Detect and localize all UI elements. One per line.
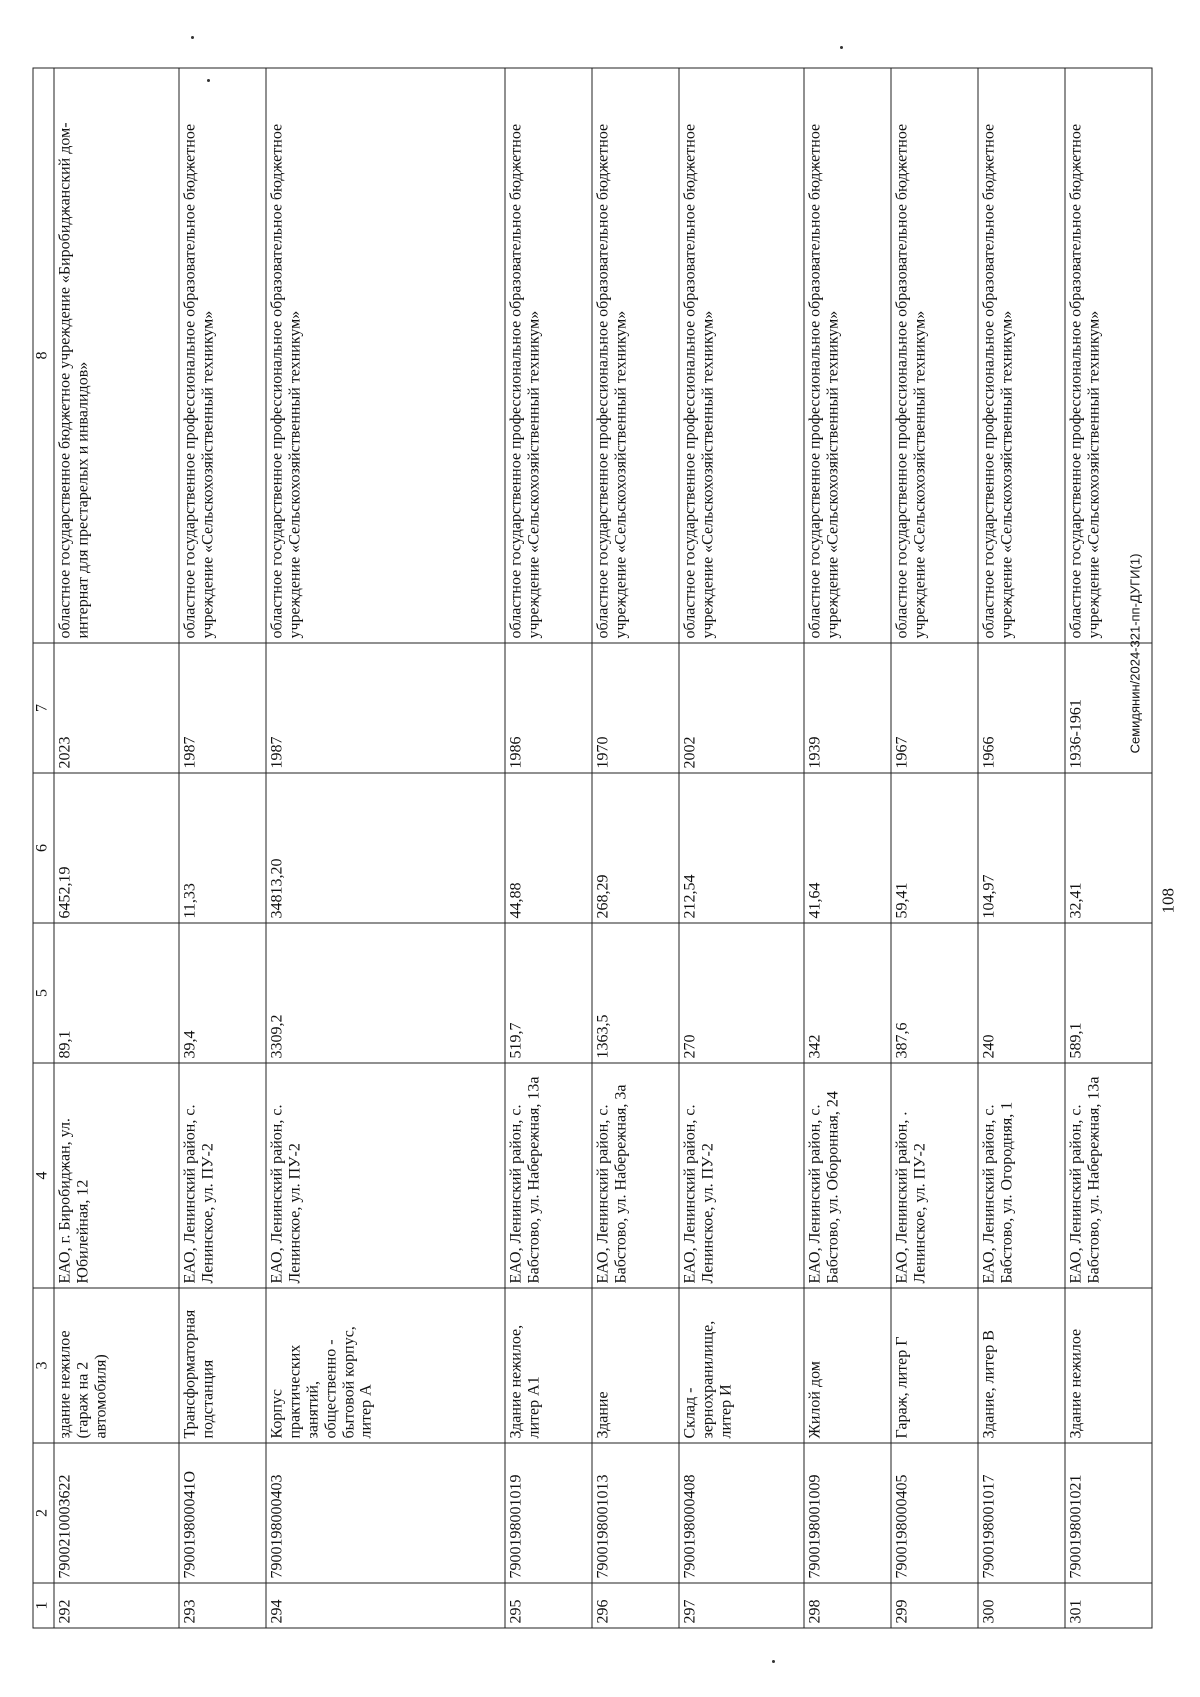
- footer-reference-box: [1127, 315, 1143, 995]
- cell-name: Жилой дом: [804, 1288, 891, 1443]
- cell-area: 342: [804, 923, 891, 1063]
- cell-year: 1966: [978, 643, 1065, 773]
- cell-name: Здание нежилое: [1065, 1288, 1152, 1443]
- col-header: 7: [33, 643, 54, 773]
- cell-holder: областное государственное профессиональное образовательное бюджетное учреждение «Сельскохозяйственный техникум»: [804, 68, 891, 643]
- cell-area: 240: [978, 923, 1065, 1063]
- cell-year: 1967: [891, 643, 978, 773]
- cell-cad: 790019800041О: [179, 1443, 266, 1583]
- scan-speck: [772, 1660, 775, 1663]
- cell-area: 3309,2: [266, 923, 505, 1063]
- footer-reference: Семидянин/2024-321-пп-ДУГИ(1): [1127, 553, 1143, 754]
- cell-holder: областное государственное бюджетное учреждение «Биробиджанский дом-интернат для престарелых и инвалидов»: [54, 68, 179, 643]
- property-register-table: [33, 68, 1153, 1629]
- cell-cad: 7900198000408: [679, 1443, 804, 1583]
- cell-holder: областное государственное профессиональное образовательное бюджетное учреждение «Сельскохозяйственный техникум»: [179, 68, 266, 643]
- scan-speck: [840, 46, 843, 49]
- cell-holder: областное государственное профессиональное образовательное бюджетное учреждение «Сельскохозяйственный техникум»: [592, 68, 679, 643]
- cell-name: Склад - зернохранилище, литер И: [679, 1288, 804, 1443]
- cell-holder: областное государственное профессиональное образовательное бюджетное учреждение «Сельскохозяйственный техникум»: [266, 68, 505, 643]
- cell-cost: 44,88: [505, 773, 592, 923]
- table-row: [179, 68, 266, 1628]
- cell-area: 270: [679, 923, 804, 1063]
- table-row: [679, 68, 804, 1628]
- scan-speck: [207, 79, 210, 82]
- col-header: 4: [33, 1063, 54, 1288]
- cell-address: ЕАО, Ленинский район, . Ленинское, ул. ПУ-2: [891, 1063, 978, 1288]
- table-row: [978, 68, 1065, 1628]
- cell-name: Здание: [592, 1288, 679, 1443]
- header-row: [33, 68, 54, 1628]
- cell-address: ЕАО, Ленинский район, с. Бабстово, ул. Набережная, 13а: [1065, 1063, 1152, 1288]
- cell-cad: 7900198000405: [891, 1443, 978, 1583]
- cell-cad: 7900198001013: [592, 1443, 679, 1583]
- cell-n: 296: [592, 1583, 679, 1628]
- cell-cost: 268,29: [592, 773, 679, 923]
- col-header: 8: [33, 68, 54, 643]
- cell-area: 519,7: [505, 923, 592, 1063]
- cell-n: 295: [505, 1583, 592, 1628]
- cell-area: 1363,5: [592, 923, 679, 1063]
- cell-name: Корпус практических занятий, общественно - бытовой корпус, литер А: [266, 1288, 505, 1443]
- scan-speck: [191, 36, 194, 39]
- cell-name: здание нежилое (гараж на 2 автомобиля): [54, 1288, 179, 1443]
- cell-area: 589,1: [1065, 923, 1152, 1063]
- cell-year: 1939: [804, 643, 891, 773]
- cell-cost: 41,64: [804, 773, 891, 923]
- cell-year: 2002: [679, 643, 804, 773]
- cell-address: ЕАО, Ленинский район, с. Бабстово, ул. Набережная, 3а: [592, 1063, 679, 1288]
- cell-n: 298: [804, 1583, 891, 1628]
- cell-area: 387,6: [891, 923, 978, 1063]
- cell-cost: 11,33: [179, 773, 266, 923]
- cell-name: Гараж, литер Г: [891, 1288, 978, 1443]
- cell-cad: 790021000З622: [54, 1443, 179, 1583]
- cell-holder: областное государственное профессиональное образовательное бюджетное учреждение «Сельскохозяйственный техникум»: [1065, 68, 1152, 643]
- cell-year: 1987: [179, 643, 266, 773]
- cell-cost: 59,41: [891, 773, 978, 923]
- cell-name: Здание нежилое, литер А1: [505, 1288, 592, 1443]
- cell-address: ЕАО, Ленинский район, с. Ленинское, ул. ПУ-2: [266, 1063, 505, 1288]
- cell-cost: 6452,19: [54, 773, 179, 923]
- cell-area: 39,4: [179, 923, 266, 1063]
- col-header: 1: [33, 1583, 54, 1628]
- cell-cost: 32,41: [1065, 773, 1152, 923]
- cell-cad: 7900198000403: [266, 1443, 505, 1583]
- cell-n: 301: [1065, 1583, 1152, 1628]
- col-header: 6: [33, 773, 54, 923]
- cell-year: 1970: [592, 643, 679, 773]
- table-row: [54, 68, 179, 1628]
- cell-cost: 212,54: [679, 773, 804, 923]
- cell-year: 1936-1961: [1065, 643, 1152, 773]
- cell-holder: областное государственное профессиональное образовательное бюджетное учреждение «Сельскохозяйственный техникум»: [978, 68, 1065, 643]
- table-row: [891, 68, 978, 1628]
- cell-holder: областное государственное профессиональное образовательное бюджетное учреждение «Сельскохозяйственный техникум»: [891, 68, 978, 643]
- cell-holder: областное государственное профессиональное образовательное бюджетное учреждение «Сельскохозяйственный техникум»: [505, 68, 592, 643]
- cell-holder: областное государственное профессиональное образовательное бюджетное учреждение «Сельскохозяйственный техникум»: [679, 68, 804, 643]
- cell-cad: 7900198001019: [505, 1443, 592, 1583]
- cell-n: 294: [266, 1583, 505, 1628]
- cell-area: 89,1: [54, 923, 179, 1063]
- cell-year: 1987: [266, 643, 505, 773]
- cell-n: 297: [679, 1583, 804, 1628]
- col-header: 3: [33, 1288, 54, 1443]
- page-number: 108: [1158, 888, 1178, 914]
- cell-address: ЕАО, Ленинский район, с. Бабстово, ул. Набережная, 13а: [505, 1063, 592, 1288]
- table-row: [266, 68, 505, 1628]
- table-row: [505, 68, 592, 1628]
- cell-year: 2023: [54, 643, 179, 773]
- cell-year: 1986: [505, 643, 592, 773]
- table-row: [804, 68, 891, 1628]
- cell-name: Трансформаторная подстанция: [179, 1288, 266, 1443]
- cell-address: ЕАО, г. Биробиджан, ул. Юбилейная, 12: [54, 1063, 179, 1288]
- cell-address: ЕАО, Ленинский район, с. Ленинское, ул. ПУ-2: [179, 1063, 266, 1288]
- cell-cost: 34813,20: [266, 773, 505, 923]
- rotated-page: [33, 69, 1178, 1629]
- cell-address: ЕАО, Ленинский район, с. Бабстово, ул. Оборонная, 24: [804, 1063, 891, 1288]
- cell-cad: 7900198001009: [804, 1443, 891, 1583]
- cell-n: 293: [179, 1583, 266, 1628]
- cell-cost: 104,97: [978, 773, 1065, 923]
- cell-n: 300: [978, 1583, 1065, 1628]
- table-row: [592, 68, 679, 1628]
- cell-address: ЕАО, Ленинский район, с. Бабстово, ул. Огородняя, 1: [978, 1063, 1065, 1288]
- cell-name: Здание, литер В: [978, 1288, 1065, 1443]
- cell-address: ЕАО, Ленинский район, с. Ленинское, ул. ПУ-2: [679, 1063, 804, 1288]
- cell-n: 292: [54, 1583, 179, 1628]
- col-header: 2: [33, 1443, 54, 1583]
- cell-n: 299: [891, 1583, 978, 1628]
- cell-cad: 7900198001021: [1065, 1443, 1152, 1583]
- cell-cad: 7900198001017: [978, 1443, 1065, 1583]
- col-header: 5: [33, 923, 54, 1063]
